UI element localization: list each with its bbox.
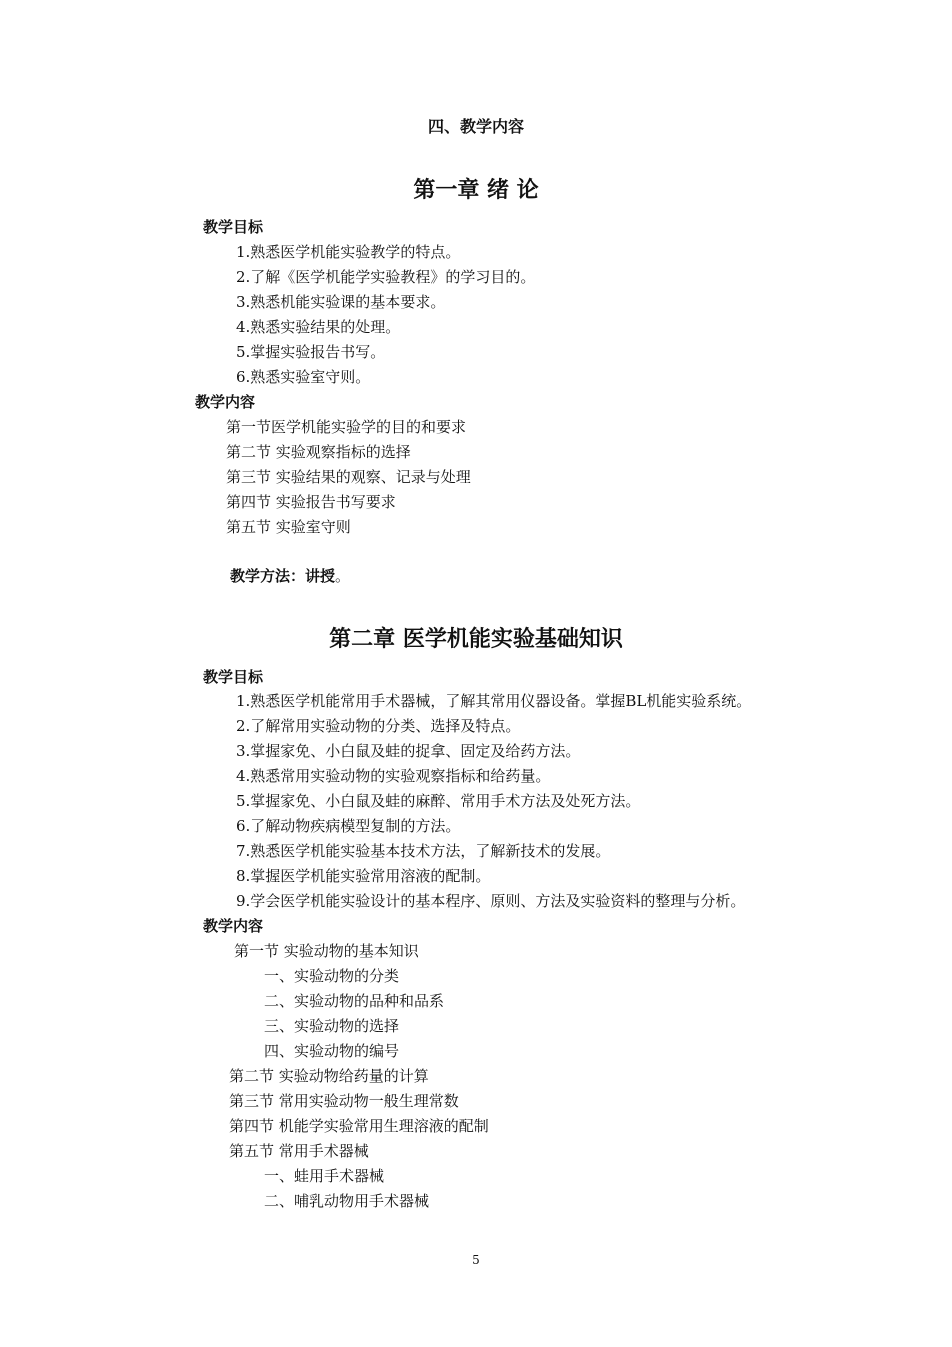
chapter-2-objective: 8.掌握医学机能实验常用溶液的配制。 [236,867,491,885]
chapter-1-objective: 1.熟悉医学机能实验教学的特点。 [236,243,461,261]
chapter-2-objective: 2.了解常用实验动物的分类、选择及特点。 [236,717,521,735]
chapter-2-section: 第三节 常用实验动物一般生理常数 [229,1092,459,1110]
chapter-1-objective: 2.了解《医学机能学实验教程》的学习目的。 [236,268,536,286]
teaching-method-text: 教学方法：讲授 [230,567,336,585]
chapter-2-objective: 5.掌握家免、小白鼠及蛙的麻醉、常用手术方法及处死方法。 [236,792,641,810]
chapter-2-subsection: 一、实验动物的分类 [264,967,400,985]
chapter-1-section: 第五节 实验室守则 [226,518,351,536]
chapter-2-content-label: 教学内容 [203,917,264,935]
section-title: 四、教学内容 [427,117,524,136]
teaching-method-period: 。 [335,567,351,585]
chapter-2-subsection: 二、哺乳动物用手术器械 [264,1192,430,1210]
chapter-1-objective: 4.熟悉实验结果的处理。 [236,318,401,336]
chapter-2-section: 第二节 实验动物给药量的计算 [229,1067,429,1085]
chapter-2-objective: 3.掌握家免、小白鼠及蛙的捉拿、固定及给药方法。 [236,742,581,760]
chapter-1-teaching-method [230,569,350,584]
chapter-2-subsection: 三、实验动物的选择 [264,1017,400,1035]
chapter-1-content-label: 教学内容 [195,393,256,411]
chapter-2-objective: 1.熟悉医学机能常用手术器械，了解其常用仪器设备。掌握BL机能实验系统。 [236,692,752,710]
chapter-1-objectives-label: 教学目标 [203,218,264,236]
chapter-2-objectives-label: 教学目标 [203,668,264,686]
chapter-2-objective: 4.熟悉常用实验动物的实验观察指标和给药量。 [236,767,551,785]
chapter-1-objective: 6.熟悉实验室守则。 [236,368,371,386]
page-number: 5 [472,1253,480,1267]
chapter-2-objective: 9.学会医学机能实验设计的基本程序、原则、方法及实验资料的整理与分析。 [236,892,746,910]
chapter-2-section: 第一节 实验动物的基本知识 [234,942,419,960]
chapter-2-objective: 7.熟悉医学机能实验基本技术方法，了解新技术的发展。 [236,842,611,860]
chapter-1-title: 第一章 绪 论 [413,178,539,203]
chapter-2-subsection: 二、实验动物的品种和品系 [264,992,445,1010]
chapter-2-subsection: 四、实验动物的编号 [264,1042,400,1060]
chapter-1-objective: 5.掌握实验报告书写。 [236,343,386,361]
chapter-2-section: 第五节 常用手术器械 [229,1142,369,1160]
chapter-1-section: 第二节 实验观察指标的选择 [226,443,411,461]
chapter-1-objective: 3.熟悉机能实验课的基本要求。 [236,293,446,311]
chapter-2-subsection: 一、蛙用手术器械 [264,1167,385,1185]
chapter-2-objective: 6.了解动物疾病模型复制的方法。 [236,817,461,835]
chapter-1-section: 第一节医学机能实验学的目的和要求 [226,418,467,436]
chapter-2-section: 第四节 机能学实验常用生理溶液的配制 [229,1117,489,1135]
chapter-1-section: 第四节 实验报告书写要求 [226,493,396,511]
chapter-2-title: 第二章 医学机能实验基础知识 [329,627,623,652]
chapter-1-section: 第三节 实验结果的观察、记录与处理 [226,468,471,486]
